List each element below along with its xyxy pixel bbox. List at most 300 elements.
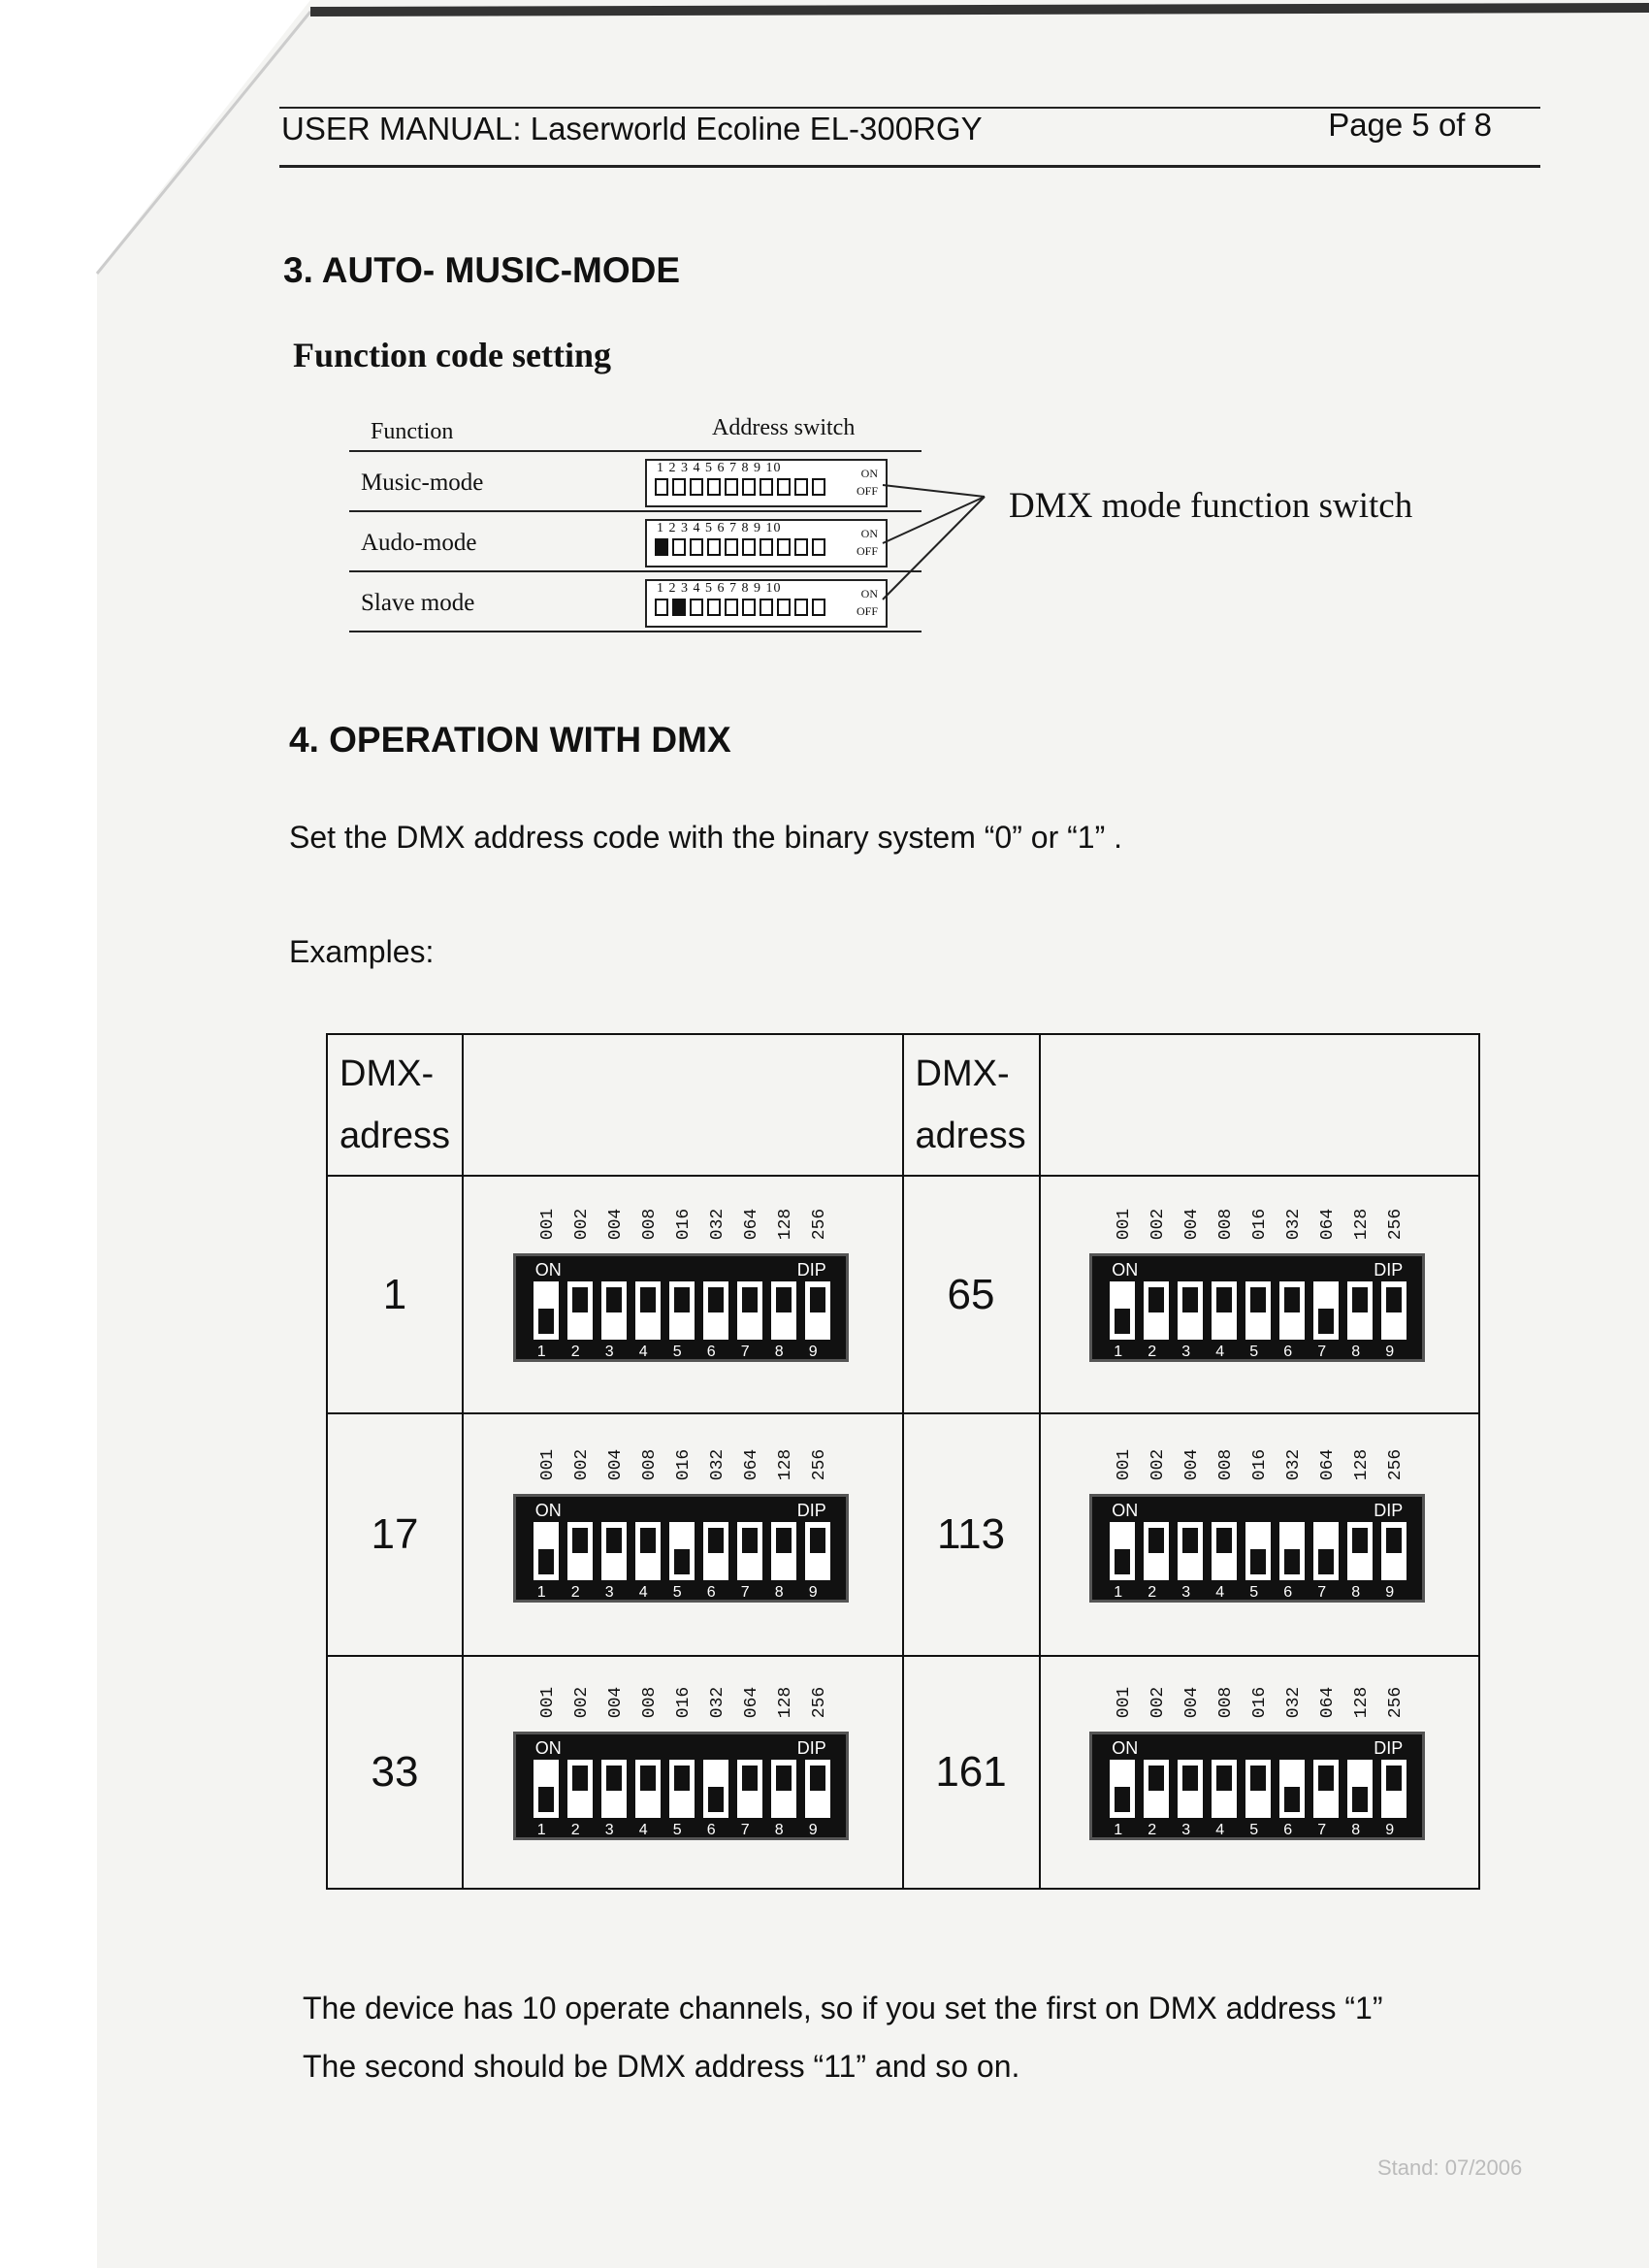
dip-switch-key	[1381, 1281, 1406, 1340]
dip-number: 9	[1385, 1583, 1395, 1601]
dip-value-label	[570, 1671, 604, 1730]
dip-value-text: 008	[639, 1208, 660, 1241]
dip-number: 1	[536, 1821, 546, 1838]
address-switch	[645, 519, 888, 567]
switch-key	[742, 599, 756, 616]
dip-switch-key	[635, 1522, 661, 1580]
dip-value-label	[1214, 1193, 1248, 1251]
dip-value-label	[1316, 1671, 1350, 1730]
dip-switch-body	[513, 1253, 849, 1362]
dip-value-label	[604, 1193, 638, 1251]
dip-value-label	[808, 1434, 842, 1492]
dip-switch-key	[534, 1281, 559, 1340]
dip-value-text: 016	[1250, 1686, 1271, 1718]
dip-value-text: 032	[1284, 1686, 1305, 1718]
dip-number: 9	[1385, 1821, 1395, 1838]
dip-switch-knob	[1115, 1787, 1130, 1812]
dip-switch-key	[771, 1281, 796, 1340]
dip-value-text: 256	[1386, 1208, 1406, 1241]
dip-number: 4	[638, 1344, 648, 1360]
dip-switch-key	[1245, 1760, 1271, 1818]
dip-switch-knob	[606, 1766, 622, 1791]
dip-switch-knob	[538, 1549, 554, 1574]
dip-switch-key	[1279, 1281, 1305, 1340]
dip-switch-key	[1178, 1522, 1203, 1580]
dmx-address-cell: 33	[327, 1656, 463, 1889]
dip-value-label	[1282, 1434, 1316, 1492]
dip-switch-key	[805, 1281, 830, 1340]
switch-key	[742, 478, 756, 496]
section-4-heading: 4. OPERATION WITH DMX	[289, 720, 731, 760]
dip-switch	[1089, 1664, 1429, 1877]
switch-key	[707, 538, 721, 556]
dip-number: 6	[1283, 1583, 1293, 1601]
dip-value-label	[1384, 1193, 1418, 1251]
table-header-row	[327, 1034, 1479, 1176]
dip-number: 4	[638, 1583, 648, 1601]
switch-key	[812, 599, 825, 616]
dip-setting-cell	[463, 1656, 902, 1889]
dip-switch-key	[771, 1760, 796, 1818]
dip-value-label	[1282, 1193, 1316, 1251]
dip-switch-knob	[606, 1287, 622, 1312]
dip-number: 6	[706, 1821, 716, 1838]
dip-value-text: 128	[1352, 1686, 1373, 1718]
table-row	[327, 1413, 1479, 1656]
dip-value-text: 004	[605, 1686, 626, 1718]
dip-number: 2	[570, 1344, 580, 1360]
dip-number: 6	[1283, 1344, 1293, 1360]
switch-key	[725, 478, 738, 496]
dip-switch-body	[513, 1732, 849, 1840]
address-column-header: Address switch	[712, 415, 856, 440]
switch-key	[742, 538, 756, 556]
dip-value-label	[1350, 1434, 1384, 1492]
address-switch	[645, 459, 888, 507]
dip-switch-body	[1089, 1732, 1425, 1840]
dip-value-text: 004	[605, 1448, 626, 1480]
dip-switch-knob	[674, 1549, 690, 1574]
dip-setting-cell	[1040, 1656, 1479, 1889]
dip-switch-knob	[572, 1287, 588, 1312]
dip-number: 6	[706, 1344, 716, 1360]
header-line-1: DMX-	[340, 1053, 435, 1094]
dip-number: 4	[1215, 1583, 1225, 1601]
dip-switch-key	[1381, 1760, 1406, 1818]
dip-number: 2	[1148, 1344, 1157, 1360]
dip-switch-knob	[538, 1787, 554, 1812]
dmx-examples-table	[326, 1033, 1480, 1890]
switch-key	[760, 478, 773, 496]
dip-on-label: ON	[1112, 1500, 1139, 1520]
dip-number: 5	[1249, 1821, 1259, 1838]
dip-value-label	[1147, 1671, 1180, 1730]
footer-line-1: The device has 10 operate channels, so if you set the first on DMX address “1”	[303, 1991, 1383, 2025]
dip-switch	[513, 1185, 853, 1399]
dip-value-label	[740, 1434, 774, 1492]
dip-number: 9	[808, 1344, 818, 1360]
dip-label: DIP	[796, 1500, 826, 1520]
dip-value-label	[774, 1671, 808, 1730]
dmx-address-cell: 113	[903, 1413, 1040, 1656]
dip-switch-knob	[708, 1787, 724, 1812]
switch-on-label: ON	[860, 467, 878, 480]
switch-key	[777, 478, 791, 496]
dip-switch-key	[703, 1760, 728, 1818]
dip-number: 5	[1249, 1583, 1259, 1601]
switch-key	[794, 478, 808, 496]
dip-switch-key	[1245, 1281, 1271, 1340]
dip-value-text: 001	[537, 1208, 558, 1241]
dip-number: 8	[1351, 1344, 1361, 1360]
dip-number: 5	[672, 1821, 682, 1838]
switch-key	[725, 599, 738, 616]
dip-value-text: 032	[707, 1686, 728, 1718]
dip-value-text: 002	[1148, 1448, 1169, 1480]
dmx-address-cell: 65	[903, 1176, 1040, 1413]
dip-switch-knob	[674, 1287, 690, 1312]
dip-value-label	[808, 1193, 842, 1251]
dip-switch-knob	[1115, 1549, 1130, 1574]
dip-label: DIP	[796, 1737, 826, 1758]
dip-switch-knob	[742, 1528, 758, 1553]
header-cell-address-right	[903, 1034, 1040, 1176]
dip-number: 2	[570, 1821, 580, 1838]
dip-setting-cell	[463, 1176, 902, 1413]
dip-number: 8	[1351, 1583, 1361, 1601]
dmx-address-cell: 161	[903, 1656, 1040, 1889]
dip-number: 4	[638, 1821, 648, 1838]
dip-switch-key	[567, 1281, 593, 1340]
dip-switch-key	[703, 1281, 728, 1340]
dip-switch-knob	[1318, 1549, 1334, 1574]
dip-switch-knob	[1386, 1287, 1402, 1312]
dip-value-label	[1180, 1193, 1214, 1251]
dip-switch-knob	[776, 1528, 792, 1553]
dip-value-text: 016	[1250, 1448, 1271, 1480]
dip-on-label: ON	[534, 1737, 562, 1758]
dip-setting-cell	[1040, 1176, 1479, 1413]
dip-value-label	[536, 1434, 570, 1492]
dip-number: 3	[604, 1821, 614, 1838]
dip-value-text: 256	[1386, 1448, 1406, 1480]
table-row	[327, 1656, 1479, 1889]
dip-number: 3	[1181, 1583, 1191, 1601]
dip-switch-key	[601, 1760, 627, 1818]
dip-number: 1	[1114, 1344, 1123, 1360]
dip-value-text: 008	[1216, 1686, 1237, 1718]
dip-value-text: 256	[809, 1686, 829, 1718]
switch-key	[690, 538, 703, 556]
header-cell-blank-left	[463, 1034, 902, 1176]
dip-number: 7	[740, 1344, 750, 1360]
dip-value-label	[774, 1434, 808, 1492]
dip-value-text: 002	[571, 1686, 592, 1718]
manual-title: USER MANUAL: Laserworld Ecoline EL-300RGY	[281, 111, 983, 146]
dip-switch-knob	[1352, 1528, 1368, 1553]
dip-number: 3	[1181, 1344, 1191, 1360]
dip-value-text: 016	[673, 1686, 694, 1718]
dip-value-text: 128	[775, 1686, 795, 1718]
dip-value-text: 001	[1115, 1448, 1135, 1480]
dip-number: 8	[774, 1344, 784, 1360]
switch-key	[672, 599, 686, 616]
function-row	[349, 572, 922, 632]
dip-value-text: 004	[1182, 1686, 1203, 1718]
dip-value-label	[1350, 1193, 1384, 1251]
dip-value-text: 004	[605, 1208, 626, 1241]
dip-value-label	[570, 1193, 604, 1251]
dip-switch-knob	[1148, 1287, 1164, 1312]
dip-switch-key	[1381, 1522, 1406, 1580]
switch-key	[812, 478, 825, 496]
dip-number: 8	[1351, 1821, 1361, 1838]
dmx-address-cell: 1	[327, 1176, 463, 1413]
dip-value-text: 002	[1148, 1208, 1169, 1241]
dip-value-label	[638, 1671, 672, 1730]
dip-switch-key	[601, 1281, 627, 1340]
header-cell-blank-right	[1040, 1034, 1479, 1176]
dip-value-label	[672, 1671, 706, 1730]
dip-switch-key	[1313, 1281, 1339, 1340]
dip-label: DIP	[1374, 1500, 1404, 1520]
dip-value-label	[740, 1671, 774, 1730]
dip-value-label	[706, 1434, 740, 1492]
dip-value-label	[1316, 1193, 1350, 1251]
dmx-intro-text: Set the DMX address code with the binary system “0” or “1” .	[289, 820, 1122, 855]
dip-number: 2	[1148, 1583, 1157, 1601]
dmx-mode-function-switch-label: DMX mode function switch	[1009, 486, 1413, 526]
table-row	[327, 1176, 1479, 1413]
dip-on-label: ON	[1112, 1260, 1139, 1280]
dip-value-label	[706, 1193, 740, 1251]
dip-switch-knob	[708, 1528, 724, 1553]
switch-key	[655, 599, 668, 616]
dip-value-label	[706, 1671, 740, 1730]
dip-switch-knob	[606, 1528, 622, 1553]
switch-key	[707, 599, 721, 616]
function-row	[349, 512, 922, 572]
dip-switch-knob	[1352, 1287, 1368, 1312]
dip-setting-cell	[1040, 1413, 1479, 1656]
dip-on-label: ON	[534, 1260, 562, 1280]
dip-switch-knob	[1250, 1766, 1266, 1791]
dip-label: DIP	[796, 1260, 826, 1280]
dip-number: 9	[1385, 1344, 1395, 1360]
dip-number: 7	[1317, 1583, 1327, 1601]
dip-switch-body	[513, 1494, 849, 1603]
dip-switch-key	[1144, 1760, 1169, 1818]
dip-value-label	[1180, 1671, 1214, 1730]
dip-number: 1	[1114, 1821, 1123, 1838]
dip-switch-key	[737, 1281, 762, 1340]
dip-value-text: 032	[707, 1448, 728, 1480]
dip-switch-knob	[538, 1309, 554, 1334]
dip-value-text: 064	[1318, 1208, 1339, 1241]
dip-number: 8	[774, 1583, 784, 1601]
switch-key	[672, 538, 686, 556]
dip-switch-knob	[1182, 1287, 1198, 1312]
dip-value-text: 032	[1284, 1448, 1305, 1480]
dip-switch-key	[703, 1522, 728, 1580]
dip-switch-key	[1279, 1522, 1305, 1580]
dip-number: 7	[1317, 1821, 1327, 1838]
dip-switch-knob	[810, 1528, 825, 1553]
switch-key	[672, 478, 686, 496]
dip-value-text: 001	[1115, 1208, 1135, 1241]
dip-value-text: 256	[809, 1448, 829, 1480]
switch-key	[777, 599, 791, 616]
dip-value-label	[536, 1193, 570, 1251]
dip-switch-knob	[1250, 1549, 1266, 1574]
dip-switch-knob	[1115, 1309, 1130, 1334]
dip-value-text: 128	[775, 1448, 795, 1480]
dip-value-label	[638, 1434, 672, 1492]
dip-switch-body	[1089, 1494, 1425, 1603]
dip-value-text: 064	[1318, 1448, 1339, 1480]
dip-value-label	[1113, 1671, 1147, 1730]
dip-value-label	[808, 1671, 842, 1730]
dip-value-label	[1113, 1434, 1147, 1492]
stand-date: Stand: 07/2006	[1377, 2155, 1523, 2180]
dip-number: 4	[1215, 1344, 1225, 1360]
dip-number: 4	[1215, 1821, 1225, 1838]
dip-switch-knob	[708, 1287, 724, 1312]
dip-number: 6	[706, 1583, 716, 1601]
dip-switch-key	[567, 1760, 593, 1818]
dip-setting-cell	[463, 1413, 902, 1656]
switch-key	[655, 478, 668, 496]
dip-switch-key	[1144, 1522, 1169, 1580]
switch-key	[760, 538, 773, 556]
dip-switch-knob	[572, 1528, 588, 1553]
dip-switch-knob	[1352, 1787, 1368, 1812]
dip-switch-knob	[810, 1287, 825, 1312]
dip-value-text: 128	[775, 1208, 795, 1241]
dip-value-text: 064	[741, 1686, 761, 1718]
switch-key	[690, 478, 703, 496]
dip-switch-key	[1347, 1760, 1373, 1818]
dip-switch-key	[635, 1760, 661, 1818]
dip-switch-key	[1110, 1281, 1135, 1340]
switch-key	[794, 599, 808, 616]
switch-numbers: 1 2 3 4 5 6 7 8 9 10	[657, 581, 782, 596]
dip-switch-knob	[1216, 1287, 1232, 1312]
dip-switch-key	[1110, 1760, 1135, 1818]
switch-on-label: ON	[860, 527, 878, 540]
dip-value-text: 008	[639, 1448, 660, 1480]
dip-value-text: 128	[1352, 1208, 1373, 1241]
dip-value-label	[1147, 1193, 1180, 1251]
dip-switch-knob	[640, 1287, 656, 1312]
dip-switch-knob	[1284, 1549, 1300, 1574]
dip-switch-key	[669, 1522, 695, 1580]
switch-key	[707, 478, 721, 496]
dip-switch-key	[1110, 1522, 1135, 1580]
dip-switch-key	[1347, 1281, 1373, 1340]
function-label: Audo-mode	[361, 530, 477, 556]
dip-switch-key	[771, 1522, 796, 1580]
dip-switch-key	[669, 1760, 695, 1818]
function-row	[349, 452, 922, 512]
dip-label: DIP	[1374, 1260, 1404, 1280]
dip-value-label	[774, 1193, 808, 1251]
dip-number: 7	[740, 1583, 750, 1601]
switch-key	[794, 538, 808, 556]
switch-numbers: 1 2 3 4 5 6 7 8 9 10	[657, 521, 782, 535]
dip-value-label	[1384, 1671, 1418, 1730]
dip-number: 6	[1283, 1821, 1293, 1838]
switch-off-label: OFF	[856, 484, 878, 498]
dip-value-text: 064	[741, 1208, 761, 1241]
dip-switch-key	[1212, 1522, 1237, 1580]
dip-value-label	[740, 1193, 774, 1251]
dip-switch-knob	[776, 1287, 792, 1312]
dip-switch-key	[567, 1522, 593, 1580]
dip-value-text: 016	[1250, 1208, 1271, 1241]
function-column-header: Function	[371, 419, 454, 444]
dip-value-text: 002	[571, 1208, 592, 1241]
switch-off-label: OFF	[856, 544, 878, 558]
dip-value-text: 008	[1216, 1208, 1237, 1241]
dip-switch-key	[601, 1522, 627, 1580]
dip-value-text: 032	[1284, 1208, 1305, 1241]
switch-key	[812, 538, 825, 556]
dip-switch-knob	[640, 1528, 656, 1553]
header-line-1: DMX-	[915, 1053, 1010, 1094]
dip-value-label	[604, 1434, 638, 1492]
dip-switch-knob	[1318, 1766, 1334, 1791]
switch-key	[725, 538, 738, 556]
dip-switch-key	[737, 1522, 762, 1580]
dip-switch-key	[1212, 1760, 1237, 1818]
dip-value-text: 064	[741, 1448, 761, 1480]
dip-value-text: 256	[809, 1208, 829, 1241]
section-3-heading: 3. AUTO- MUSIC-MODE	[283, 250, 681, 290]
dip-switch-knob	[1318, 1309, 1334, 1334]
dip-switch-key	[805, 1760, 830, 1818]
dip-switch-knob	[1284, 1787, 1300, 1812]
dip-value-text: 016	[673, 1208, 694, 1241]
dip-switch-key	[1144, 1281, 1169, 1340]
dip-value-label	[1248, 1434, 1282, 1492]
dip-value-text: 002	[1148, 1686, 1169, 1718]
dip-value-text: 008	[639, 1686, 660, 1718]
dip-number: 8	[774, 1821, 784, 1838]
switch-numbers: 1 2 3 4 5 6 7 8 9 10	[657, 461, 782, 475]
dip-switch-knob	[1216, 1766, 1232, 1791]
dip-value-text: 004	[1182, 1208, 1203, 1241]
function-code-title: Function code setting	[293, 336, 611, 374]
dip-on-label: ON	[1112, 1737, 1139, 1758]
dip-switch-key	[1178, 1281, 1203, 1340]
dip-number: 5	[672, 1583, 682, 1601]
switch-key	[690, 599, 703, 616]
dip-value-label	[672, 1434, 706, 1492]
dip-switch-knob	[1148, 1528, 1164, 1553]
dip-value-label	[1214, 1434, 1248, 1492]
dip-value-label	[638, 1193, 672, 1251]
dip-number: 3	[1181, 1821, 1191, 1838]
dip-switch-key	[1212, 1281, 1237, 1340]
dip-switch-knob	[742, 1287, 758, 1312]
switch-key	[760, 599, 773, 616]
dip-switch-knob	[1386, 1766, 1402, 1791]
footer-paragraph	[303, 1979, 1382, 2095]
dip-number: 5	[1249, 1344, 1259, 1360]
dip-number: 1	[1114, 1583, 1123, 1601]
function-label: Slave mode	[361, 590, 475, 616]
